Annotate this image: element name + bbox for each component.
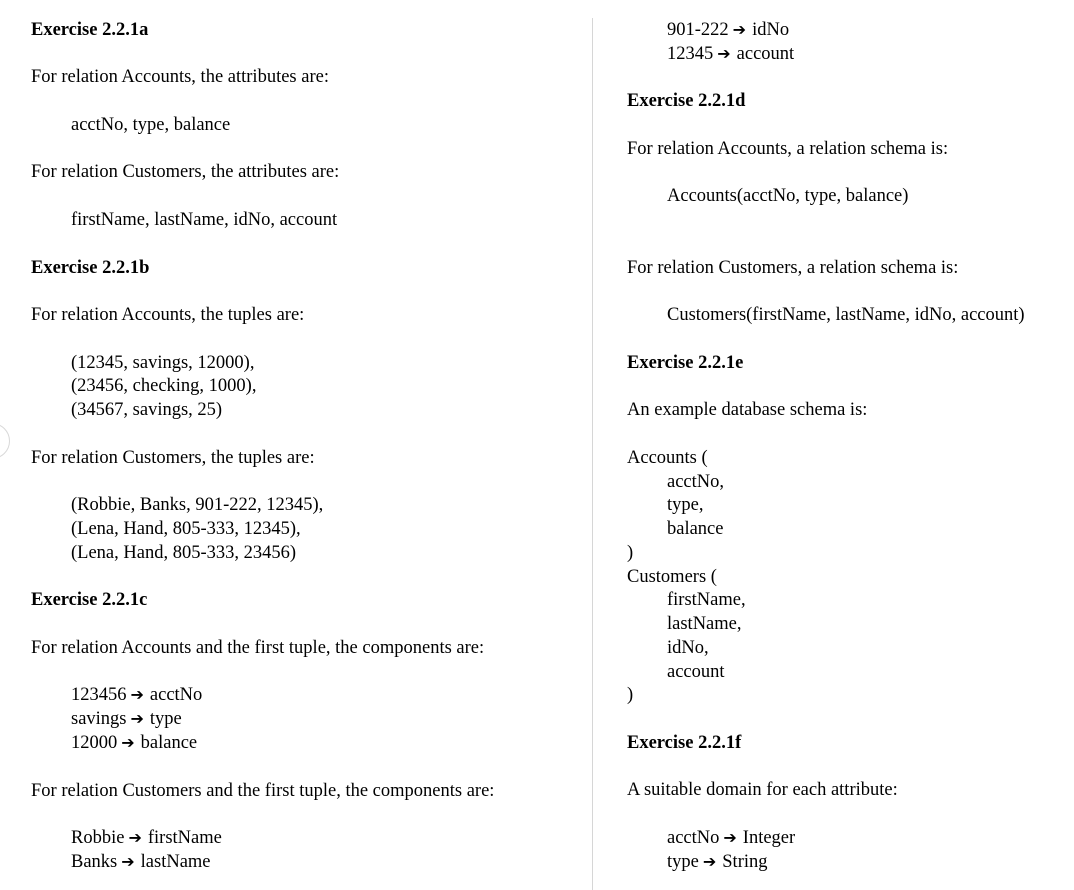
component-mapping bbox=[667, 43, 794, 65]
accounts-components-intro: For relation Accounts and the first tuple, the components are: bbox=[31, 638, 485, 658]
component-attribute: lastName bbox=[140, 852, 211, 872]
domain-mapping bbox=[667, 827, 795, 849]
accounts-table-open: Accounts ( bbox=[627, 448, 708, 468]
schema-field: type, bbox=[667, 495, 704, 515]
component-attribute: type bbox=[149, 709, 182, 729]
customers-table-close: ) bbox=[627, 685, 634, 705]
customers-attributes-intro: For relation Customers, the attributes are: bbox=[31, 162, 340, 182]
accounts-attributes-list: acctNo, type, balance bbox=[71, 115, 231, 135]
exercise-heading-c: Exercise 2.2.1c bbox=[31, 590, 148, 610]
component-value: 123456 bbox=[71, 685, 127, 705]
component-attribute: balance bbox=[140, 733, 198, 753]
domain-mapping bbox=[667, 851, 768, 873]
component-mapping bbox=[71, 827, 222, 849]
exercise-heading-f: Exercise 2.2.1f bbox=[627, 733, 742, 753]
accounts-attributes-intro: For relation Accounts, the attributes are: bbox=[31, 67, 329, 87]
schema-field: acctNo, bbox=[667, 472, 725, 492]
exercise-heading-b: Exercise 2.2.1b bbox=[31, 258, 150, 278]
customers-tuple: (Lena, Hand, 805-333, 12345), bbox=[71, 519, 301, 539]
right-arrow-icon: ➔ bbox=[128, 828, 142, 847]
customers-attributes-list: firstName, lastName, idNo, account bbox=[71, 210, 338, 230]
component-attribute: firstName bbox=[147, 828, 222, 848]
component-value: 901-222 bbox=[667, 20, 729, 40]
component-mapping bbox=[71, 732, 197, 754]
component-mapping bbox=[667, 19, 789, 41]
accounts-tuple: (23456, checking, 1000), bbox=[71, 376, 257, 396]
component-mapping bbox=[71, 851, 211, 873]
database-schema-intro: An example database schema is: bbox=[627, 400, 868, 420]
component-value: 12000 bbox=[71, 733, 118, 753]
scroll-edge-indicator bbox=[0, 423, 10, 459]
customers-schema-intro: For relation Customers, a relation schema is: bbox=[627, 258, 959, 278]
customers-table-open: Customers ( bbox=[627, 567, 717, 587]
right-arrow-icon: ➔ bbox=[130, 685, 144, 704]
exercise-heading-d: Exercise 2.2.1d bbox=[627, 91, 746, 111]
right-arrow-icon: ➔ bbox=[732, 20, 747, 39]
right-arrow-icon: ➔ bbox=[130, 709, 144, 728]
customers-tuple: (Lena, Hand, 805-333, 23456) bbox=[71, 543, 297, 563]
right-arrow-icon: ➔ bbox=[121, 733, 135, 752]
exercise-heading-e: Exercise 2.2.1e bbox=[627, 353, 744, 373]
customers-components-intro: For relation Customers and the first tuple, the components are: bbox=[31, 781, 495, 801]
exercise-heading-a: Exercise 2.2.1a bbox=[31, 20, 149, 40]
schema-field: lastName, bbox=[667, 614, 742, 634]
right-arrow-icon: ➔ bbox=[702, 852, 717, 871]
accounts-tuple: (34567, savings, 25) bbox=[71, 400, 223, 420]
component-attribute: idNo bbox=[752, 20, 790, 40]
component-value: Banks bbox=[71, 852, 118, 872]
accounts-table-close: ) bbox=[627, 543, 634, 563]
component-value: Robbie bbox=[71, 828, 125, 848]
accounts-schema-intro: For relation Accounts, a relation schema is: bbox=[627, 139, 949, 159]
schema-field: firstName, bbox=[667, 590, 746, 610]
component-value: savings bbox=[71, 709, 127, 729]
customers-tuple: (Robbie, Banks, 901-222, 12345), bbox=[71, 495, 324, 515]
accounts-tuple: (12345, savings, 12000), bbox=[71, 353, 255, 373]
accounts-tuples-intro: For relation Accounts, the tuples are: bbox=[31, 305, 305, 325]
accounts-schema: Accounts(acctNo, type, balance) bbox=[667, 186, 909, 206]
domain-type: Integer bbox=[742, 828, 796, 848]
component-attribute: acctNo bbox=[149, 685, 203, 705]
schema-field: balance bbox=[667, 519, 724, 539]
domain-attribute: type bbox=[667, 852, 699, 872]
domain-intro: A suitable domain for each attribute: bbox=[627, 780, 898, 800]
component-value: 12345 bbox=[667, 44, 714, 64]
schema-field: idNo, bbox=[667, 638, 709, 658]
customers-schema: Customers(firstName, lastName, idNo, account) bbox=[667, 305, 1025, 325]
right-arrow-icon: ➔ bbox=[723, 828, 737, 847]
column-divider bbox=[592, 18, 593, 890]
right-arrow-icon: ➔ bbox=[121, 852, 135, 871]
domain-attribute: acctNo bbox=[667, 828, 720, 848]
customers-tuples-intro: For relation Customers, the tuples are: bbox=[31, 448, 315, 468]
component-attribute: account bbox=[736, 44, 795, 64]
component-mapping bbox=[71, 684, 202, 706]
schema-field: account bbox=[667, 662, 725, 682]
right-arrow-icon: ➔ bbox=[717, 44, 731, 63]
domain-type: String bbox=[722, 852, 768, 872]
component-mapping bbox=[71, 708, 182, 730]
